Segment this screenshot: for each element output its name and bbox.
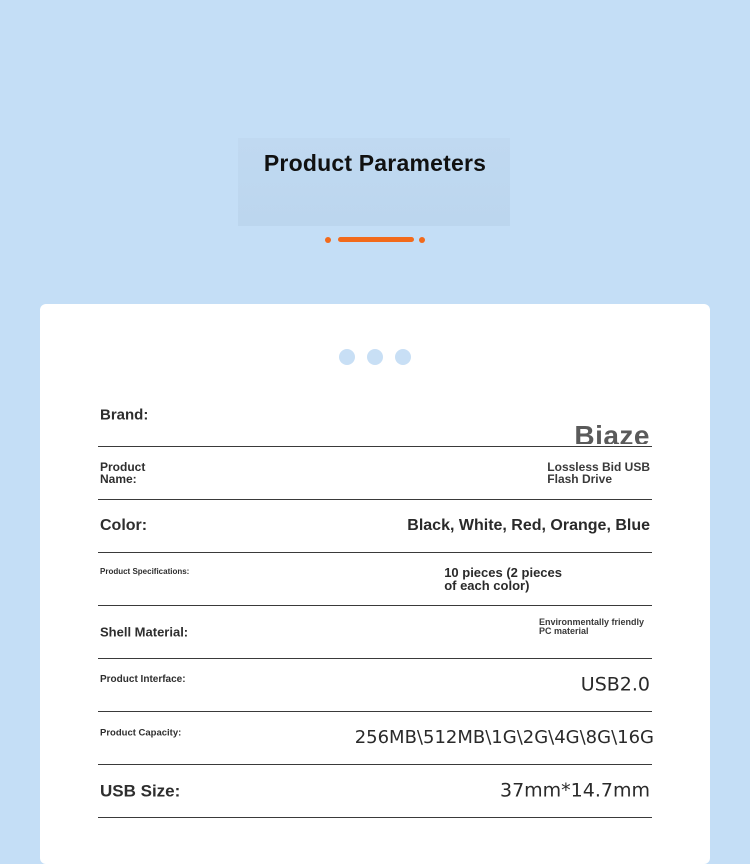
card-dots [40,349,710,365]
spec-label: Brand: [100,406,149,424]
spec-label: Product Interface: [100,673,186,685]
spec-row-specifications [98,553,652,606]
spec-value: 10 pieces (2 pieces of each color) [444,565,562,593]
spec-value: 256MB\512MB\1G\2G\4G\8G\16G [354,727,654,748]
spec-row-brand [98,394,652,447]
parameters-card [40,304,710,864]
card-dot-2 [367,349,383,365]
accent-bar [338,237,414,242]
spec-value: Biaze [574,422,650,444]
spec-value: Lossless Bid USB Flash Drive [547,460,650,486]
accent-dot-left [325,237,331,243]
spec-row-shell-material [98,606,652,659]
page-title: Product Parameters [263,150,487,176]
spec-value: 37mm*14.7mm [499,779,650,802]
spec-table [98,394,652,818]
spec-label: USB Size: [100,781,181,801]
spec-label: Color: [100,517,148,534]
spec-row-interface [98,659,652,712]
spec-value: Environmentally friendly PC material [538,616,644,636]
spec-label: Product Specifications: [100,566,190,576]
spec-label: Shell Material: [100,624,189,640]
card-dot-1 [339,349,355,365]
card-dot-3 [395,349,411,365]
spec-label: Product Capacity: [100,727,182,739]
accent-dot-right [419,237,425,243]
spec-row-usb-size [98,765,652,818]
spec-value: Black, White, Red, Orange, Blue [407,517,650,534]
spec-value: USB2.0 [580,673,650,696]
spec-row-color [98,500,652,553]
title-accent-divider [0,236,750,244]
spec-row-capacity [98,712,652,765]
spec-label: Product Name: [100,460,146,486]
spec-row-product-name [98,447,652,500]
